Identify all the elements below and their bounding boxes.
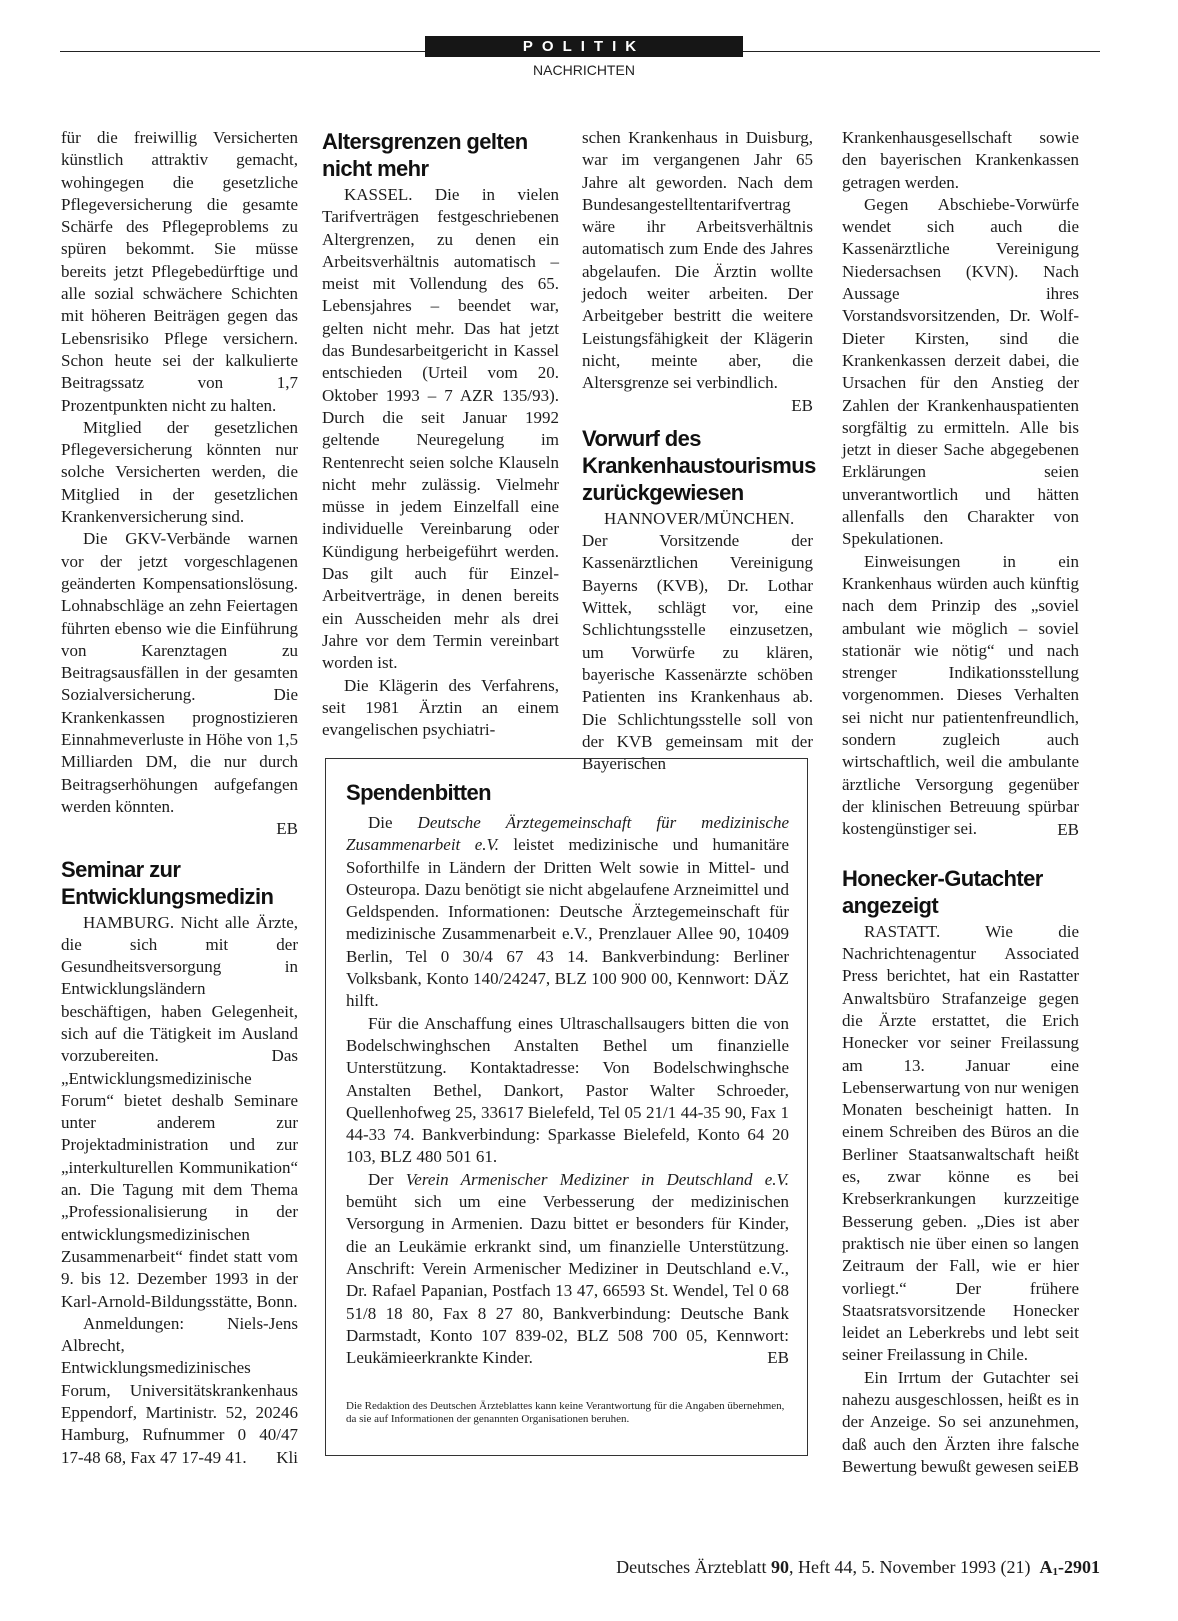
article-text: schen Krankenhaus in Duisburg, war im vergangenen Jahr 65 Jahre alt geworden. Nach dem Bundesangestelltentarifvertrag wäre ihr Arbeitsverhältnis automatisch zum Ende des Jahres abgelaufen. Die Ärztin wollte jedoch weiter arbeiten. Der Arbeitgeber bestritt die weitere Leistungsfähigkeit der Klägerin nicht, meinte aber, die Altersgrenze sei verbindlich. [582,128,813,393]
page-sub: 1 [1052,1566,1058,1578]
page-number: -2901 [1058,1557,1100,1577]
article-text: für die freiwillig Versicherten künstlich attraktiv gemacht, wohingegen die gesetzliche Pflegeversicherung die gesamte Schärfe des Pflegeproblems zu spüren bekommt. Sie müsse bereits jetzt Pflegebedürftige und alle sozial schwächere Schichten mit höheren Beiträgen gegen das Lebensrisiko Pflege versichern. Schon heute sei der kalkulierte Beitragssatz von 1,7 Prozentpunkten nicht zu halten. [61,128,298,415]
page-footer [616,1557,1100,1578]
article-text: Ein Irrtum der Gutachter sei nahezu ausgeschlossen, heißt es in der Anzeige. So sei anzunehmen, daß auch den Ärzten ihre falsche Bewertung bewußt gewesen sei. [842,1367,1079,1476]
article-text: RASTATT. Wie die Nachrichtenagentur Associated Press berichtet, hat ein Rastatter Anwaltsbüro Strafanzeige gegen die Ärzte erstattet, die Erich Honecker vor seiner Freilassung am 13. Januar eine Lebenserwartung von nur wenigen Monaten bescheinigt hatten. In einem Schreiben des Büros an die Berliner Staatsanwaltschaft heißt es, zwar könne es bei Krebserkrankungen kurzzeitige Besserung geben. „Dies ist aber praktisch nie über einen so langen Zeitraum der Fall, wie er hier vorliegt.“ Der frühere Staatsratsvorsitzende Honecker leidet an Leberkrebs und lebt seit seiner Freilassung in Chile. [842,921,1079,1365]
article-text: HANNOVER/MÜNCHEN. Der Vorsitzende der Kassenärztlichen Vereinigung Bayerns (KVB), Dr. Lothar Wittek, schlägt vor, eine Schlichtungsstelle einzusetzen, um Vorwürfe zu klären, bayerische Kassenärzte schöben Patienten ins Krankenhaus ab. Die Schlichtungsstelle soll von der KVB gemeinsam mit der Bayerischen [582,508,813,774]
article-text: Gegen Abschiebe-Vorwürfe wendet sich auch die Kassenärztliche Vereinigung Niedersachsen (KVN). Nach Aussage ihres Vorstandsvorsitzenden, Dr. Wolf-Dieter Kirsten, sind die Krankenkassen derzeit dabei, die Ursachen für den Anstieg der Zahlen der Krankenhauspatienten sorgfältig zu ermitteln. Alle bis jetzt in dieser Sache abgegebenen Erklärungen seien unverantwortlich und hätten allenfalls den Charakter von Spekulationen. [842,194,1079,549]
donation-text: Der Verein Armenischer Mediziner in Deutschland e.V. bemüht sich um eine Verbesserung der medizinischen Versorgung in Armenien. Dazu bittet er besonders für Kinder, die an Leukämie erkrankt sind, um finanzielle Unterstützung. Anschrift: Verein Armenischer Mediziner in Deutschland e.V., Dr. Rafael Papanian, Postfach 13 47, 66593 St. Wendel, Tel 0 68 51/8 18 80, Fax 8 27 80, Bankverbindung: Deutsche Bank Darmstadt, Konto 107 839-02, BLZ 508 700 05, Kennwort: Leukämieerkrankte Kinder. [346,1169,790,1368]
column-2 [322,128,559,741]
article-text: KASSEL. Die in vielen Tarifverträgen festgeschriebenen Altergrenzen, zu denen ein Arbeitsverhältnis automatisch – meist mit Vollendung des 65. Lebensjahres – beendet war, gelten nicht mehr. Das hat jetzt das Bundesarbeitgericht in Kassel entschieden (Urteil vom 20. Oktober 1993 – 7 AZR 135/93). Durch die seit Januar 1992 geltende Neuregelung im Rentenrecht seien solche Klauseln nicht mehr zulässig. Vielmehr müsse in jedem Einzelfall eine individuelle Vereinbarung oder Kündigung herbeigeführt werden. Das gilt auch für Einzel-Arbeitverträge, in denen bereits ein Ausscheiden mehr als drei Jahre vor dem Termin vereinbart worden ist. [322,185,559,673]
org-name: Deutsche Ärztegemeinschaft für medizinische Zusammenarbeit e.V. [346,813,789,855]
donation-box [325,758,808,1456]
section-label: POLITIK [425,36,743,57]
donation-box-content [346,779,789,1370]
article-text: Mitglied der gesetzlichen Pflegeversicherung könnten nur solche Versicherten werden, die Mitglied in der gesetzlichen Krankenversicherung sind. [61,417,298,527]
journal-name: Deutsches Ärzteblatt [616,1557,767,1577]
article-signature: EB [1057,819,1079,839]
article-text: Krankenhausgesellschaft sowie den bayerischen Krankenkassen getragen werden. [842,128,1079,192]
article-text: HAMBURG. Nicht alle Ärzte, die sich mit der Gesundheitsversorgung in Entwicklungsländern beschäftigen, haben Gelegenheit, sich auf die Tätigkeit im Ausland vorzubereiten. Das „Entwicklungsmedizinische Forum“ bietet deshalb Seminare unter anderem zur Projektadministration und zur „interkulturellen Kommunikation“ an. Die Tagung mit dem Thema „Professionalisierung in der entwicklungsmedizinischen Zusammenarbeit“ findet statt vom 9. bis 12. Dezember 1993 in der Karl-Arnold-Bildungsstätte, Bonn. [61,912,298,1311]
journal-volume: 90 [771,1557,790,1577]
headline-krankenhaustourismus: Vorwurf des Krankenhaustourismus zurückgewiesen [582,425,816,505]
article-text: Anmeldungen: Niels-Jens Albrecht, Entwicklungsmedizinisches Forum, Universitätskrankenhaus Eppendorf, Martinistr. 52, 20246 Hamburg, Rufnummer 0 40/47 17-48 68, Fax 47 17-49 41. [61,1313,298,1467]
page-prefix: A [1039,1557,1053,1577]
column-3 [582,127,816,775]
article-signature: EB [791,395,813,415]
headline-altersgrenzen: Altersgrenzen gelten nicht mehr [322,129,528,181]
disclaimer: Die Redaktion des Deutschen Ärzteblattes kann keine Verantwortung für die Angaben übernehmen, da sie auf Informationen der genannten Organisationen beruhen. [346,1400,785,1425]
issue-date: , Heft 44, 5. November 1993 (21) [789,1557,1031,1577]
donation-text: Für die Anschaffung eines Ultraschallsaugers bitten die von Bodelschwinghschen Anstalten Bethel um finanzielle Unterstützung. Kontaktadresse: Von Bodelschwinghsche Anstalten Bethel, Dankort, Pastor Walter Schroeder, Quellenhofweg 25, 33617 Bielefeld, Tel 05 21/1 44-35 90, Fax 1 44-33 74. Bankverbindung: Sparkasse Bielefeld, Konto 64 20 103, BLZ 480 501 61. [346,1013,789,1167]
column-1 [61,127,298,1469]
article-signature: EB [1057,1457,1079,1477]
headline-spendenbitten: Spendenbitten [346,780,491,805]
donation-signature: EB [767,1348,789,1368]
article-signature: Kli [276,1447,298,1467]
subsection-label: NACHRICHTEN [533,62,635,78]
org-name: Verein Armenischer Mediziner in Deutschland e.V. [405,1169,790,1189]
article-text: Einweisungen in ein Krankenhaus würden auch künftig nach dem Prinzip des „soviel ambulant wie möglich – soviel stationär wie nötig“ und nach strenger Indikationsstellung vorgenommen. Dieses Verhalten sei nicht nur patientenfreundlich, sondern zugleich auch wirtschaftlich, weil die ambulante ärztliche Versorgung gegenüber der klinischen Betreuung spürbar kostengünstiger sei. [842,551,1079,839]
article-text: Die Klägerin des Verfahrens, seit 1981 Ärztin an einem evangelischen psychiatri- [322,675,559,740]
article-text: Die GKV-Verbände warnen vor der jetzt vorgeschlagenen geänderten Kompensationslösung. Lohnabschläge an zehn Feiertagen führten ebenso wie die Einführung von Karenztagen zu Beitragsausfällen in der gesamten Sozialversicherung. Die Krankenkassen prognostizieren Einnahmeverluste in Höhe von 1,5 Milliarden DM, die nur durch Beitragserhöhungen aufgefangen werden könnten. [61,529,298,816]
headline-honecker: Honecker-Gutachter angezeigt [842,865,1043,918]
donation-text: Die Deutsche Ärztegemeinschaft für medizinische Zusammenarbeit e.V. leistet medizinische und humanitäre Soforthilfe in Ländern der Dritten Welt sowie in Mittel- und Osteuropa. Dazu benötigt sie nicht abgelaufene Arzneimittel und Geldspenden. Informationen: Deutsche Ärztegemeinschaft für medizinische Zusammenarbeit e.V., Prenzlauer Allee 90, 10409 Berlin, Tel 0 30/4 67 43 14. Bankverbindung: Berliner Volksbank, Konto 140/24247, BLZ 100 900 00, Kennwort: DÄZ hilft. [346,813,789,1011]
column-4 [842,127,1079,1479]
headline-seminar: Seminar zur Entwicklungsmedizin [61,856,274,909]
article-signature: EB [276,819,298,839]
